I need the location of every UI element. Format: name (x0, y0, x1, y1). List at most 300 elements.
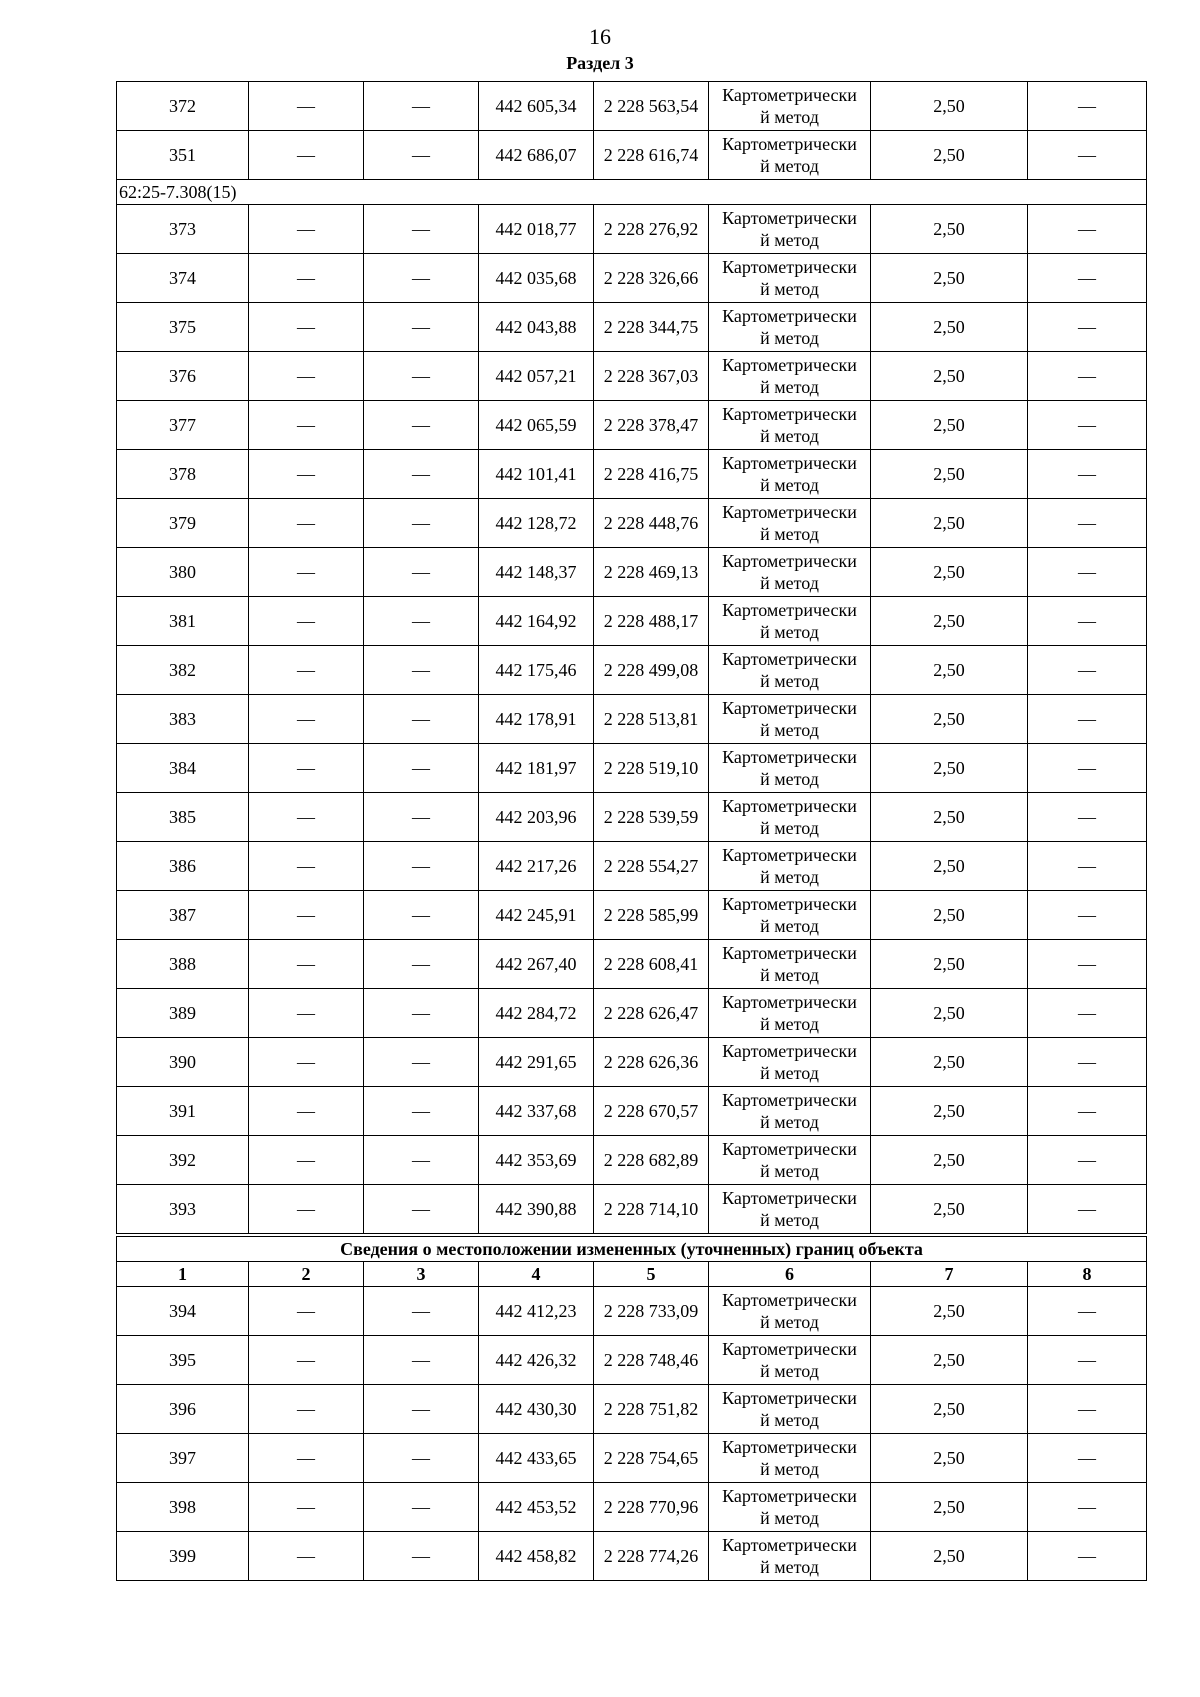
accuracy: 2,50 (871, 131, 1028, 180)
method-line-2: й метод (760, 426, 819, 446)
method-line-2: й метод (760, 1161, 819, 1181)
method-line-2: й метод (760, 1508, 819, 1528)
method-line-1: Картометрически (722, 1388, 857, 1408)
dash-cell: — (1028, 303, 1147, 352)
coord-x: 442 217,26 (479, 842, 594, 891)
coord-x: 442 426,32 (479, 1336, 594, 1385)
accuracy: 2,50 (871, 646, 1028, 695)
method-line-2: й метод (760, 818, 819, 838)
point-number: 379 (117, 499, 249, 548)
coord-y: 2 228 754,65 (594, 1434, 709, 1483)
dash-cell: — (364, 989, 479, 1038)
method-line-2: й метод (760, 573, 819, 593)
table-row (117, 303, 1147, 352)
coord-x: 442 101,41 (479, 450, 594, 499)
accuracy: 2,50 (871, 597, 1028, 646)
method-line-2: й метод (760, 475, 819, 495)
coord-x: 442 291,65 (479, 1038, 594, 1087)
dash-cell: — (364, 131, 479, 180)
accuracy: 2,50 (871, 842, 1028, 891)
dash-cell: — (249, 891, 364, 940)
point-number: 383 (117, 695, 249, 744)
method-cell (709, 1385, 871, 1434)
group-row (117, 180, 1147, 205)
coord-x: 442 337,68 (479, 1087, 594, 1136)
method-line-1: Картометрически (722, 551, 857, 571)
dash-cell: — (249, 499, 364, 548)
dash-cell: — (249, 205, 364, 254)
method-line-1: Картометрически (722, 1290, 857, 1310)
method-line-1: Картометрически (722, 894, 857, 914)
coord-x: 442 148,37 (479, 548, 594, 597)
dash-cell: — (1028, 793, 1147, 842)
dash-cell: — (249, 1385, 364, 1434)
method-cell (709, 450, 871, 499)
accuracy: 2,50 (871, 254, 1028, 303)
dash-cell: — (249, 82, 364, 131)
table-row (117, 1287, 1147, 1336)
dash-cell: — (249, 695, 364, 744)
table-row (117, 842, 1147, 891)
coord-x: 442 353,69 (479, 1136, 594, 1185)
method-cell (709, 1483, 871, 1532)
accuracy: 2,50 (871, 695, 1028, 744)
dash-cell: — (364, 1532, 479, 1581)
dash-cell: — (249, 1483, 364, 1532)
coord-x: 442 128,72 (479, 499, 594, 548)
coord-y: 2 228 326,66 (594, 254, 709, 303)
point-number: 351 (117, 131, 249, 180)
point-number: 398 (117, 1483, 249, 1532)
dash-cell: — (249, 1287, 364, 1336)
table-row (117, 1483, 1147, 1532)
table-row (117, 1532, 1147, 1581)
dash-cell: — (1028, 1336, 1147, 1385)
dash-cell: — (249, 597, 364, 646)
method-line-2: й метод (760, 916, 819, 936)
dash-cell: — (1028, 401, 1147, 450)
method-line-1: Картометрически (722, 134, 857, 154)
accuracy: 2,50 (871, 891, 1028, 940)
page-number: 16 (589, 24, 611, 49)
column-number: 4 (479, 1262, 594, 1287)
method-line-2: й метод (760, 524, 819, 544)
dash-cell: — (364, 352, 479, 401)
table-row (117, 744, 1147, 793)
accuracy: 2,50 (871, 82, 1028, 131)
dash-cell: — (1028, 1287, 1147, 1336)
accuracy: 2,50 (871, 1287, 1028, 1336)
coord-y: 2 228 367,03 (594, 352, 709, 401)
point-number: 396 (117, 1385, 249, 1434)
method-line-1: Картометрически (722, 649, 857, 669)
point-number: 376 (117, 352, 249, 401)
method-line-1: Картометрически (722, 208, 857, 228)
method-line-1: Картометрически (722, 1437, 857, 1457)
coord-y: 2 228 519,10 (594, 744, 709, 793)
method-line-1: Картометрически (722, 85, 857, 105)
dash-cell: — (1028, 82, 1147, 131)
column-number: 2 (249, 1262, 364, 1287)
method-cell (709, 940, 871, 989)
method-line-1: Картометрически (722, 306, 857, 326)
table-row (117, 205, 1147, 254)
accuracy: 2,50 (871, 744, 1028, 793)
point-number: 393 (117, 1185, 249, 1236)
coord-y: 2 228 499,08 (594, 646, 709, 695)
method-cell (709, 401, 871, 450)
dash-cell: — (364, 303, 479, 352)
table-row (117, 695, 1147, 744)
method-cell (709, 695, 871, 744)
coord-x: 442 178,91 (479, 695, 594, 744)
dash-cell: — (249, 303, 364, 352)
method-line-1: Картометрически (722, 1041, 857, 1061)
coord-x: 442 035,68 (479, 254, 594, 303)
point-number: 374 (117, 254, 249, 303)
dash-cell: — (364, 401, 479, 450)
dash-cell: — (249, 842, 364, 891)
accuracy: 2,50 (871, 1038, 1028, 1087)
method-cell (709, 1336, 871, 1385)
section-heading-row (117, 1235, 1147, 1262)
dash-cell: — (364, 254, 479, 303)
coordinates-table (116, 81, 1147, 1581)
method-line-1: Картометрически (722, 747, 857, 767)
point-number: 385 (117, 793, 249, 842)
method-line-1: Картометрически (722, 845, 857, 865)
dash-cell: — (364, 1434, 479, 1483)
method-line-1: Картометрически (722, 1090, 857, 1110)
table-row (117, 1087, 1147, 1136)
method-line-2: й метод (760, 1312, 819, 1332)
method-line-2: й метод (760, 769, 819, 789)
point-number: 378 (117, 450, 249, 499)
coord-y: 2 228 488,17 (594, 597, 709, 646)
dash-cell: — (1028, 1136, 1147, 1185)
method-cell (709, 303, 871, 352)
method-line-2: й метод (760, 230, 819, 250)
coord-y: 2 228 670,57 (594, 1087, 709, 1136)
method-cell (709, 1532, 871, 1581)
column-number: 6 (709, 1262, 871, 1287)
method-cell (709, 352, 871, 401)
method-cell (709, 891, 871, 940)
point-number: 389 (117, 989, 249, 1038)
dash-cell: — (364, 1087, 479, 1136)
dash-cell: — (249, 254, 364, 303)
point-number: 375 (117, 303, 249, 352)
dash-cell: — (249, 548, 364, 597)
point-number: 381 (117, 597, 249, 646)
accuracy: 2,50 (871, 401, 1028, 450)
column-number: 1 (117, 1262, 249, 1287)
accuracy: 2,50 (871, 989, 1028, 1038)
coord-x: 442 605,34 (479, 82, 594, 131)
coord-y: 2 228 378,47 (594, 401, 709, 450)
column-number: 8 (1028, 1262, 1147, 1287)
method-cell (709, 1287, 871, 1336)
table-row (117, 1185, 1147, 1236)
column-number: 7 (871, 1262, 1028, 1287)
method-cell (709, 131, 871, 180)
coord-y: 2 228 751,82 (594, 1385, 709, 1434)
table-row (117, 131, 1147, 180)
coord-y: 2 228 626,47 (594, 989, 709, 1038)
table-row (117, 646, 1147, 695)
method-cell (709, 205, 871, 254)
coord-x: 442 043,88 (479, 303, 594, 352)
accuracy: 2,50 (871, 352, 1028, 401)
point-number: 382 (117, 646, 249, 695)
accuracy: 2,50 (871, 205, 1028, 254)
method-line-2: й метод (760, 622, 819, 642)
coord-y: 2 228 616,74 (594, 131, 709, 180)
dash-cell: — (364, 842, 479, 891)
method-line-1: Картометрически (722, 600, 857, 620)
method-line-2: й метод (760, 1361, 819, 1381)
coord-x: 442 065,59 (479, 401, 594, 450)
accuracy: 2,50 (871, 548, 1028, 597)
point-number: 377 (117, 401, 249, 450)
coord-x: 442 203,96 (479, 793, 594, 842)
method-cell (709, 82, 871, 131)
accuracy: 2,50 (871, 1087, 1028, 1136)
accuracy: 2,50 (871, 1532, 1028, 1581)
point-number: 392 (117, 1136, 249, 1185)
coord-y: 2 228 554,27 (594, 842, 709, 891)
table-row (117, 254, 1147, 303)
coord-y: 2 228 448,76 (594, 499, 709, 548)
method-cell (709, 254, 871, 303)
method-cell (709, 1038, 871, 1087)
point-number: 391 (117, 1087, 249, 1136)
coord-y: 2 228 770,96 (594, 1483, 709, 1532)
dash-cell: — (1028, 695, 1147, 744)
dash-cell: — (1028, 989, 1147, 1038)
coord-y: 2 228 733,09 (594, 1287, 709, 1336)
dash-cell: — (1028, 646, 1147, 695)
coord-x: 442 175,46 (479, 646, 594, 695)
accuracy: 2,50 (871, 499, 1028, 548)
table-row (117, 401, 1147, 450)
column-number: 3 (364, 1262, 479, 1287)
dash-cell: — (249, 1038, 364, 1087)
point-number: 386 (117, 842, 249, 891)
method-cell (709, 499, 871, 548)
method-line-2: й метод (760, 377, 819, 397)
table-row (117, 82, 1147, 131)
method-line-1: Картометрически (722, 1188, 857, 1208)
table-row (117, 499, 1147, 548)
table-row (117, 989, 1147, 1038)
method-line-1: Картометрически (722, 1139, 857, 1159)
coord-x: 442 018,77 (479, 205, 594, 254)
table-row (117, 450, 1147, 499)
accuracy: 2,50 (871, 793, 1028, 842)
method-line-1: Картометрически (722, 796, 857, 816)
method-line-2: й метод (760, 720, 819, 740)
dash-cell: — (1028, 352, 1147, 401)
coord-x: 442 245,91 (479, 891, 594, 940)
section-heading: Сведения о местоположении измененных (уточненных) границ объекта (117, 1235, 1147, 1262)
point-number: 384 (117, 744, 249, 793)
table-row (117, 940, 1147, 989)
dash-cell: — (1028, 1087, 1147, 1136)
coord-y: 2 228 276,92 (594, 205, 709, 254)
table-row (117, 1136, 1147, 1185)
method-cell (709, 842, 871, 891)
method-cell (709, 548, 871, 597)
dash-cell: — (249, 744, 364, 793)
accuracy: 2,50 (871, 940, 1028, 989)
dash-cell: — (1028, 1385, 1147, 1434)
dash-cell: — (249, 1532, 364, 1581)
dash-cell: — (1028, 1185, 1147, 1236)
dash-cell: — (364, 1336, 479, 1385)
dash-cell: — (364, 82, 479, 131)
point-number: 380 (117, 548, 249, 597)
table-row (117, 1336, 1147, 1385)
point-number: 394 (117, 1287, 249, 1336)
method-line-1: Картометрически (722, 698, 857, 718)
coord-y: 2 228 682,89 (594, 1136, 709, 1185)
coord-x: 442 057,21 (479, 352, 594, 401)
coord-y: 2 228 344,75 (594, 303, 709, 352)
dash-cell: — (364, 891, 479, 940)
point-number: 395 (117, 1336, 249, 1385)
dash-cell: — (249, 989, 364, 1038)
point-number: 399 (117, 1532, 249, 1581)
dash-cell: — (364, 597, 479, 646)
method-line-2: й метод (760, 279, 819, 299)
dash-cell: — (249, 1136, 364, 1185)
method-cell (709, 989, 871, 1038)
dash-cell: — (364, 205, 479, 254)
table-row (117, 793, 1147, 842)
table-row (117, 1038, 1147, 1087)
method-line-2: й метод (760, 1459, 819, 1479)
method-line-1: Картометрически (722, 1535, 857, 1555)
method-cell (709, 793, 871, 842)
method-line-2: й метод (760, 1410, 819, 1430)
method-line-2: й метод (760, 965, 819, 985)
method-line-1: Картометрически (722, 1486, 857, 1506)
dash-cell: — (249, 1434, 364, 1483)
table-row (117, 1385, 1147, 1434)
method-line-1: Картометрически (722, 502, 857, 522)
accuracy: 2,50 (871, 1185, 1028, 1236)
table-row (117, 597, 1147, 646)
dash-cell: — (364, 940, 479, 989)
dash-cell: — (249, 131, 364, 180)
method-cell (709, 1087, 871, 1136)
dash-cell: — (364, 1483, 479, 1532)
dash-cell: — (364, 646, 479, 695)
accuracy: 2,50 (871, 1434, 1028, 1483)
accuracy: 2,50 (871, 1385, 1028, 1434)
coord-x: 442 430,30 (479, 1385, 594, 1434)
method-cell (709, 744, 871, 793)
coord-y: 2 228 469,13 (594, 548, 709, 597)
dash-cell: — (364, 695, 479, 744)
coord-x: 442 164,92 (479, 597, 594, 646)
dash-cell: — (364, 1287, 479, 1336)
point-number: 397 (117, 1434, 249, 1483)
coord-y: 2 228 714,10 (594, 1185, 709, 1236)
dash-cell: — (1028, 1434, 1147, 1483)
dash-cell: — (364, 499, 479, 548)
method-line-2: й метод (760, 1210, 819, 1230)
coord-y: 2 228 513,81 (594, 695, 709, 744)
coord-x: 442 686,07 (479, 131, 594, 180)
dash-cell: — (364, 744, 479, 793)
point-number: 372 (117, 82, 249, 131)
coord-y: 2 228 563,54 (594, 82, 709, 131)
method-line-1: Картометрически (722, 257, 857, 277)
accuracy: 2,50 (871, 1336, 1028, 1385)
coord-y: 2 228 608,41 (594, 940, 709, 989)
dash-cell: — (364, 793, 479, 842)
accuracy: 2,50 (871, 1136, 1028, 1185)
coord-x: 442 458,82 (479, 1532, 594, 1581)
accuracy: 2,50 (871, 450, 1028, 499)
method-cell (709, 1434, 871, 1483)
dash-cell: — (364, 1185, 479, 1236)
method-line-1: Картометрически (722, 404, 857, 424)
method-line-2: й метод (760, 1112, 819, 1132)
coord-x: 442 390,88 (479, 1185, 594, 1236)
method-line-2: й метод (760, 1063, 819, 1083)
dash-cell: — (1028, 1038, 1147, 1087)
method-line-2: й метод (760, 1014, 819, 1034)
method-cell (709, 1185, 871, 1236)
column-number: 5 (594, 1262, 709, 1287)
dash-cell: — (1028, 205, 1147, 254)
dash-cell: — (249, 1087, 364, 1136)
dash-cell: — (249, 1336, 364, 1385)
coord-y: 2 228 416,75 (594, 450, 709, 499)
dash-cell: — (249, 352, 364, 401)
dash-cell: — (1028, 1532, 1147, 1581)
table-row (117, 352, 1147, 401)
coord-x: 442 433,65 (479, 1434, 594, 1483)
dash-cell: — (1028, 940, 1147, 989)
dash-cell: — (1028, 548, 1147, 597)
method-cell (709, 1136, 871, 1185)
dash-cell: — (1028, 1483, 1147, 1532)
dash-cell: — (249, 1185, 364, 1236)
method-line-2: й метод (760, 156, 819, 176)
dash-cell: — (364, 1385, 479, 1434)
dash-cell: — (1028, 597, 1147, 646)
dash-cell: — (249, 450, 364, 499)
dash-cell: — (1028, 744, 1147, 793)
dash-cell: — (249, 401, 364, 450)
coord-x: 442 181,97 (479, 744, 594, 793)
method-line-2: й метод (760, 328, 819, 348)
dash-cell: — (364, 548, 479, 597)
dash-cell: — (249, 793, 364, 842)
section-title: Раздел 3 (566, 53, 634, 73)
coord-x: 442 284,72 (479, 989, 594, 1038)
coord-y: 2 228 539,59 (594, 793, 709, 842)
accuracy: 2,50 (871, 303, 1028, 352)
method-line-2: й метод (760, 671, 819, 691)
point-number: 387 (117, 891, 249, 940)
dash-cell: — (249, 940, 364, 989)
dash-cell: — (1028, 131, 1147, 180)
